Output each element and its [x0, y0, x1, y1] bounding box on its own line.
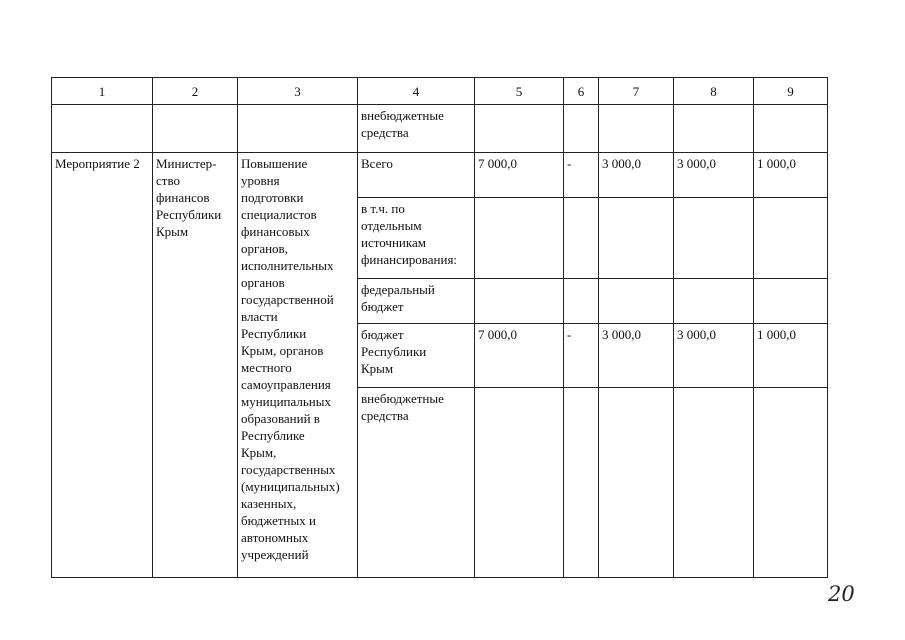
empty-cell [674, 105, 754, 153]
funding-source-cell [358, 198, 475, 279]
value-cell: - [564, 153, 599, 198]
description-line: Крым, органов [241, 343, 324, 358]
executor-line: ство [156, 173, 181, 188]
header-row [52, 78, 828, 105]
value-cell [674, 198, 754, 279]
col-header: 4 [358, 78, 475, 105]
col-header: 9 [754, 78, 828, 105]
value-cell [599, 279, 674, 324]
description-line: автономных [241, 530, 309, 545]
value-cell [564, 279, 599, 324]
source-line: Республики [361, 344, 427, 359]
value-cell [564, 198, 599, 279]
description-line: государственных [241, 462, 336, 477]
value-cell [475, 198, 564, 279]
empty-cell [153, 105, 238, 153]
col-header: 7 [599, 78, 674, 105]
description-line: самоуправления [241, 377, 331, 392]
col-header: 1 [52, 78, 153, 105]
source-line: бюджет [361, 327, 404, 342]
source-line: бюджет [361, 299, 404, 314]
description-line: муниципальных [241, 394, 332, 409]
empty-cell [754, 105, 828, 153]
value-cell: 3 000,0 [674, 324, 754, 388]
description-line: казенных, [241, 496, 297, 511]
description-line: Крым, [241, 445, 277, 460]
source-line: отдельным [361, 218, 422, 233]
handwritten-page-number: 20 [828, 582, 855, 606]
empty-cell [238, 105, 358, 153]
description-line: Республики [241, 326, 307, 341]
value-cell [475, 388, 564, 578]
event-name-cell: Мероприятие 2 [52, 153, 153, 578]
executor-line: Республики [156, 207, 222, 222]
col-header: 3 [238, 78, 358, 105]
description-line: специалистов [241, 207, 317, 222]
value-cell [754, 279, 828, 324]
value-cell: 7 000,0 [475, 153, 564, 198]
value-cell [754, 388, 828, 578]
description-line: образований в [241, 411, 320, 426]
value-cell [674, 279, 754, 324]
value-cell: 1 000,0 [754, 324, 828, 388]
value-cell: 3 000,0 [599, 153, 674, 198]
empty-cell [52, 105, 153, 153]
description-line: власти [241, 309, 278, 324]
description-line: (муниципальных) [241, 479, 340, 494]
description-line: местного [241, 360, 292, 375]
description-line: государственной [241, 292, 334, 307]
executor-cell [153, 153, 238, 578]
value-cell [674, 388, 754, 578]
value-cell: 3 000,0 [674, 153, 754, 198]
description-line: уровня [241, 173, 280, 188]
description-line: органов [241, 275, 285, 290]
description-line: финансовых [241, 224, 310, 239]
source-line: средства [361, 408, 409, 423]
financing-table [51, 77, 828, 578]
value-cell [754, 198, 828, 279]
value-cell [475, 279, 564, 324]
source-line: источникам [361, 235, 426, 250]
empty-cell [564, 105, 599, 153]
funding-source-cell [358, 388, 475, 578]
value-cell [599, 198, 674, 279]
table-row [52, 153, 828, 198]
description-line: органов, [241, 241, 288, 256]
source-line: федеральный [361, 282, 435, 297]
source-line: финансирования: [361, 252, 458, 267]
description-line: бюджетных и [241, 513, 316, 528]
funding-source-cell: Всего [358, 153, 475, 198]
empty-cell [599, 105, 674, 153]
continuation-row [52, 105, 828, 153]
executor-line: финансов [156, 190, 210, 205]
col-header: 5 [475, 78, 564, 105]
description-cell [238, 153, 358, 578]
value-cell [564, 388, 599, 578]
col-header: 8 [674, 78, 754, 105]
description-line: учреждений [241, 547, 309, 562]
funding-source-cell: внебюджетные средства [358, 105, 475, 153]
value-cell: - [564, 324, 599, 388]
value-cell [599, 388, 674, 578]
description-line: подготовки [241, 190, 304, 205]
description-line: Повышение [241, 156, 308, 171]
value-cell: 3 000,0 [599, 324, 674, 388]
executor-line: Крым [156, 224, 189, 239]
description-line: Республике [241, 428, 305, 443]
description-line: исполнительных [241, 258, 334, 273]
value-cell: 1 000,0 [754, 153, 828, 198]
source-line: внебюджетные [361, 391, 444, 406]
empty-cell [475, 105, 564, 153]
funding-source-cell [358, 279, 475, 324]
col-header: 2 [153, 78, 238, 105]
executor-line: Министер- [156, 156, 217, 171]
value-cell: 7 000,0 [475, 324, 564, 388]
funding-source-cell [358, 324, 475, 388]
source-line: Крым [361, 361, 394, 376]
source-line: в т.ч. по [361, 201, 405, 216]
col-header: 6 [564, 78, 599, 105]
